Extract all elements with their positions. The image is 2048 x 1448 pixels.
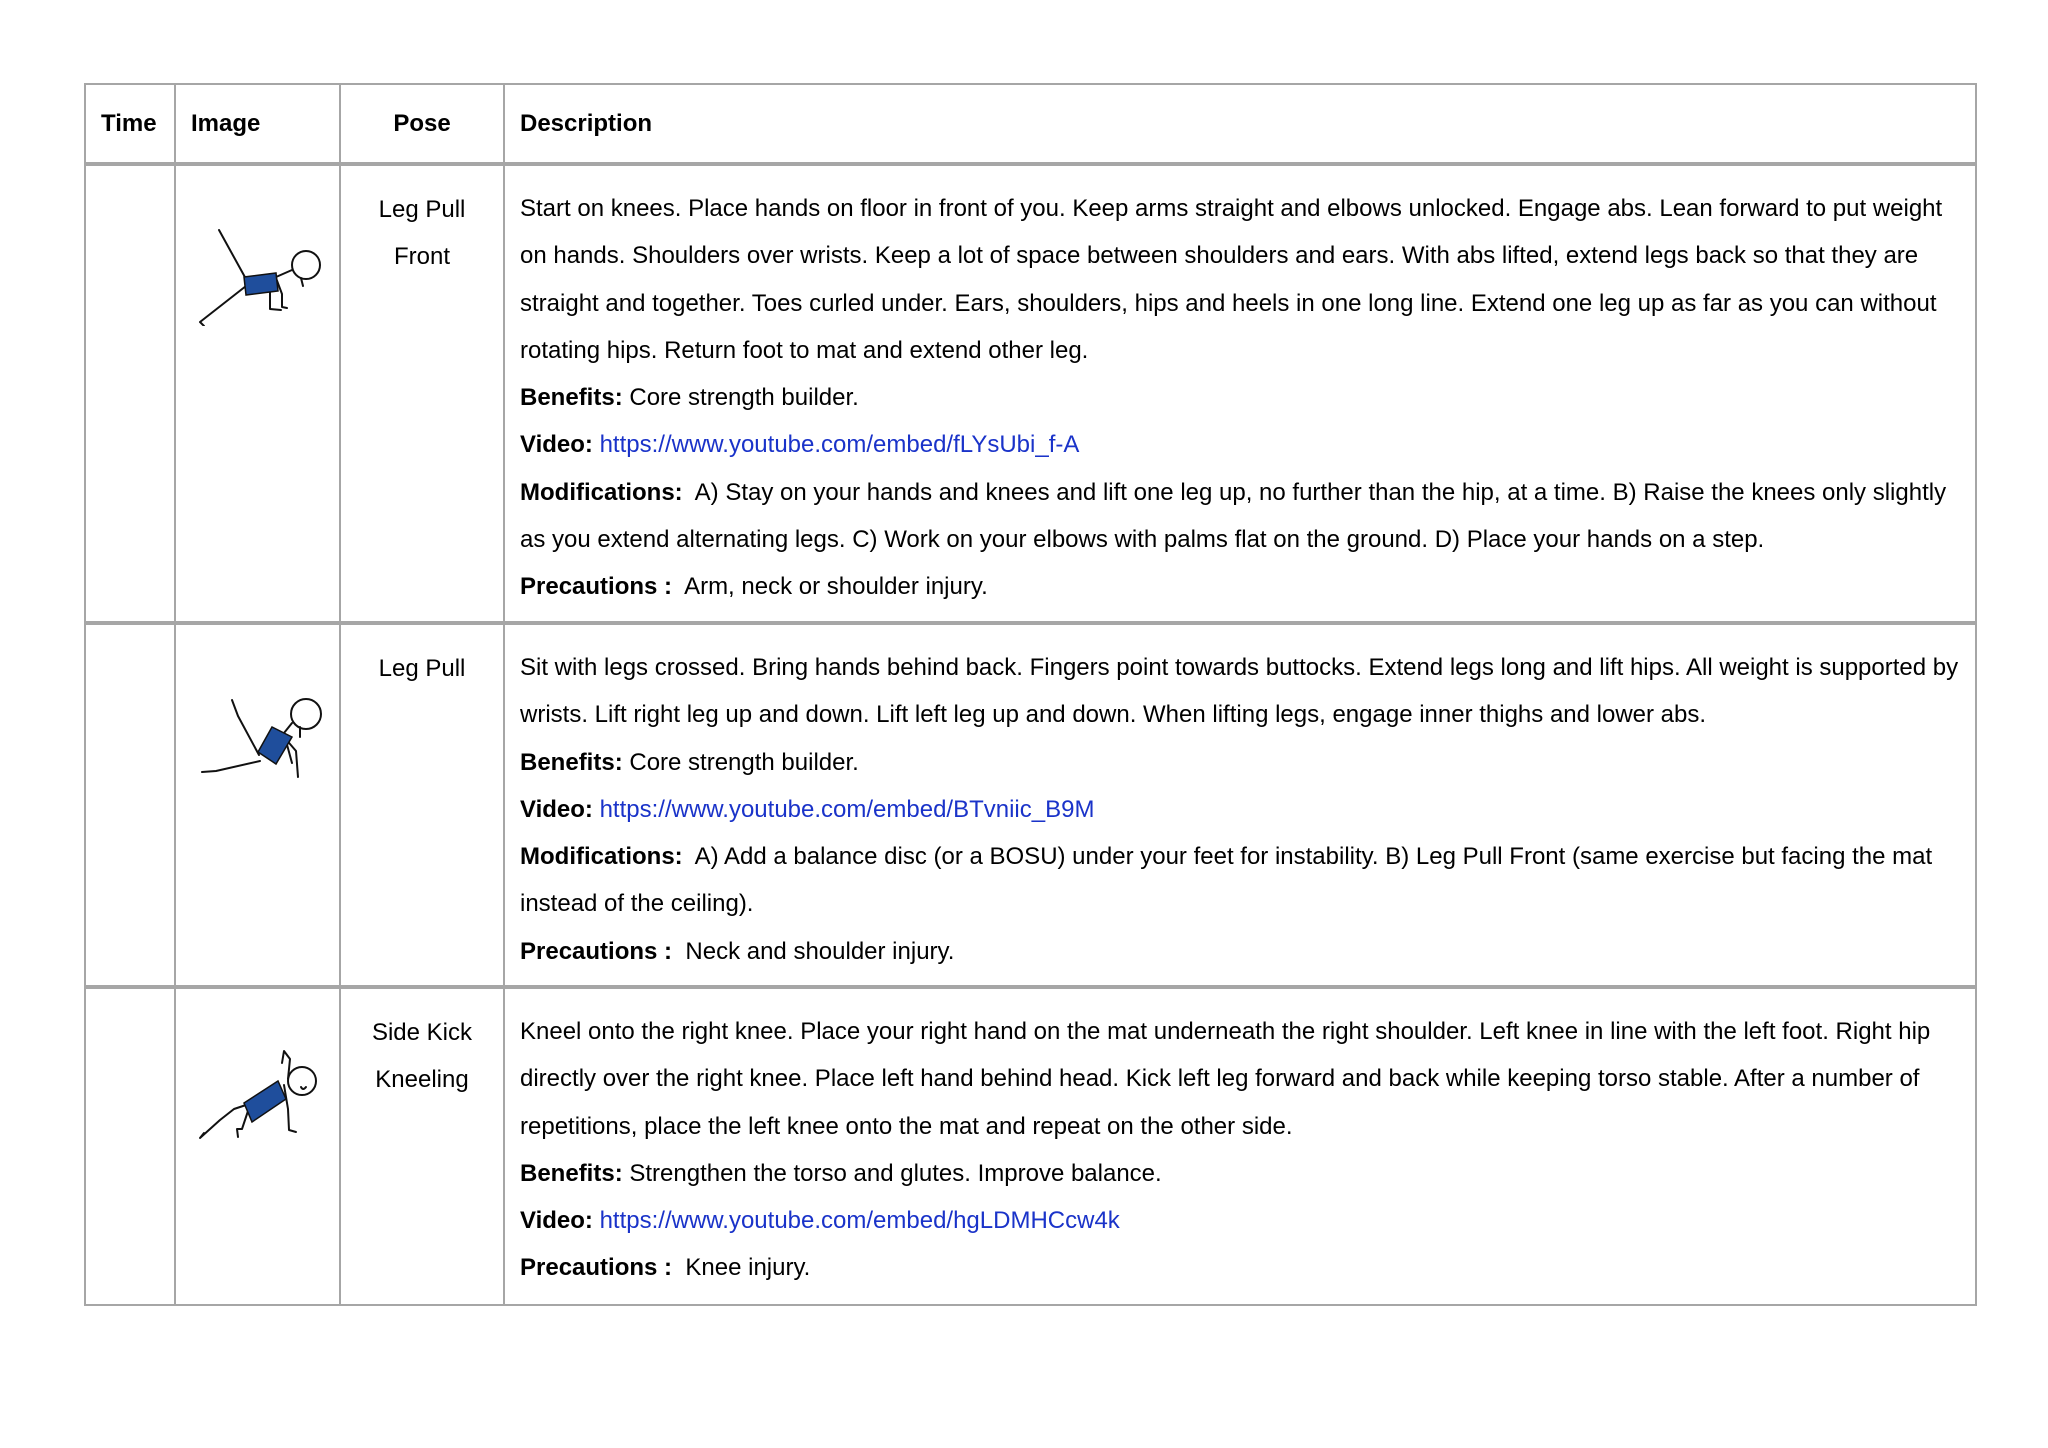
header-row	[85, 84, 1976, 164]
benefits-label: Benefits:	[520, 748, 623, 776]
description-text: Sit with legs crossed. Bring hands behind back. Fingers point towards buttocks. Extend legs long and lift hips. All weight is supported by wrists. Lift right leg up and down. Lift left leg up and down. When lifting legs, engage inner thighs and lower abs.	[520, 654, 1959, 729]
header-image: Image	[175, 84, 340, 164]
leg-pull-figure-icon	[188, 665, 328, 785]
pose-cell	[340, 623, 504, 987]
precautions-text: Knee injury.	[685, 1254, 811, 1282]
benefits-label: Benefits:	[520, 384, 623, 412]
time-cell	[85, 164, 175, 623]
time-cell	[85, 987, 175, 1305]
benefits-line	[520, 1150, 1961, 1197]
precautions-text: Arm, neck or shoulder injury.	[684, 573, 988, 601]
benefits-line	[520, 739, 1961, 786]
modifications-text: A) Add a balance disc (or a BOSU) under your feet for instability. B) Leg Pull Front (same exercise but facing the mat instead of the ceiling).	[520, 843, 1933, 918]
modifications-label: Modifications:	[520, 478, 683, 506]
time-cell	[85, 623, 175, 987]
image-cell	[175, 987, 340, 1305]
table-row	[85, 987, 1976, 1305]
video-link[interactable]: https://www.youtube.com/embed/BTvniic_B9M	[599, 795, 1095, 823]
pose-cell	[340, 164, 504, 623]
video-link[interactable]: https://www.youtube.com/embed/hgLDMHCcw4k	[599, 1207, 1120, 1235]
video-line	[520, 786, 1961, 833]
precautions-line	[520, 1244, 1961, 1291]
benefits-line	[520, 374, 1961, 421]
pose-name-line: Side Kick	[371, 1019, 473, 1046]
image-cell	[175, 164, 340, 623]
pose-name-line: Leg Pull	[378, 196, 466, 223]
video-label: Video:	[520, 431, 593, 459]
pose-name-line: Kneeling	[375, 1066, 469, 1093]
modifications-line	[520, 469, 1961, 564]
description-cell	[504, 987, 1976, 1305]
image-cell	[175, 623, 340, 987]
video-label: Video:	[520, 1207, 593, 1235]
description-cell	[504, 623, 1976, 987]
pose-cell	[340, 987, 504, 1305]
precautions-text: Neck and shoulder injury.	[685, 937, 955, 965]
benefits-label: Benefits:	[520, 1159, 623, 1187]
table-row	[85, 623, 1976, 987]
leg-pull-front-figure-icon	[188, 206, 328, 326]
table-row	[85, 164, 1976, 623]
description-cell	[504, 164, 1976, 623]
precautions-label: Precautions :	[520, 937, 673, 965]
pose-name-line: Front	[393, 243, 450, 270]
precautions-label: Precautions :	[520, 573, 673, 601]
video-label: Video:	[520, 795, 593, 823]
video-link[interactable]: https://www.youtube.com/embed/fLYsUbi_f-A	[599, 431, 1080, 459]
header-pose: Pose	[340, 84, 504, 164]
header-description: Description	[504, 84, 1976, 164]
video-line	[520, 421, 1961, 468]
benefits-text: Core strength builder.	[629, 748, 859, 776]
benefits-text: Core strength builder.	[629, 384, 859, 412]
side-kick-kneeling-figure-icon	[188, 1029, 328, 1149]
modifications-line	[520, 833, 1961, 928]
precautions-line	[520, 563, 1961, 610]
modifications-label: Modifications:	[520, 843, 683, 871]
video-line	[520, 1197, 1961, 1244]
exercise-table	[84, 83, 1977, 1306]
header-time: Time	[85, 84, 175, 164]
benefits-text: Strengthen the torso and glutes. Improve balance.	[629, 1159, 1162, 1187]
description-text: Start on knees. Place hands on floor in front of you. Keep arms straight and elbows unlocked. Engage abs. Lean forward to put weight on hands. Shoulders over wrists. Keep a lot of space between shoulders and ears. With abs lifted, extend legs back so that they are straight and together. Toes curled under. Ears, shoulders, hips and heels in one long line. Extend one leg up as far as you can without rotating hips. Return foot to mat and extend other leg.	[520, 195, 1943, 364]
precautions-line	[520, 928, 1961, 975]
modifications-text: A) Stay on your hands and knees and lift one leg up, no further than the hip, at a time. B) Raise the knees only slightly as you extend alternating legs. C) Work on your elbows with palms flat on the ground. D) Place your hands on a step.	[520, 478, 1947, 554]
precautions-label: Precautions :	[520, 1254, 673, 1282]
pose-name-line: Leg Pull	[378, 655, 466, 682]
description-text: Kneel onto the right knee. Place your right hand on the mat underneath the right shoulder. Left knee in line with the left foot. Right hip directly over the right knee. Place left hand behind head. Kick left leg forward and back while keeping torso stable. After a number of repetitions, place the left knee onto the mat and repeat on the other side.	[520, 1018, 1931, 1140]
